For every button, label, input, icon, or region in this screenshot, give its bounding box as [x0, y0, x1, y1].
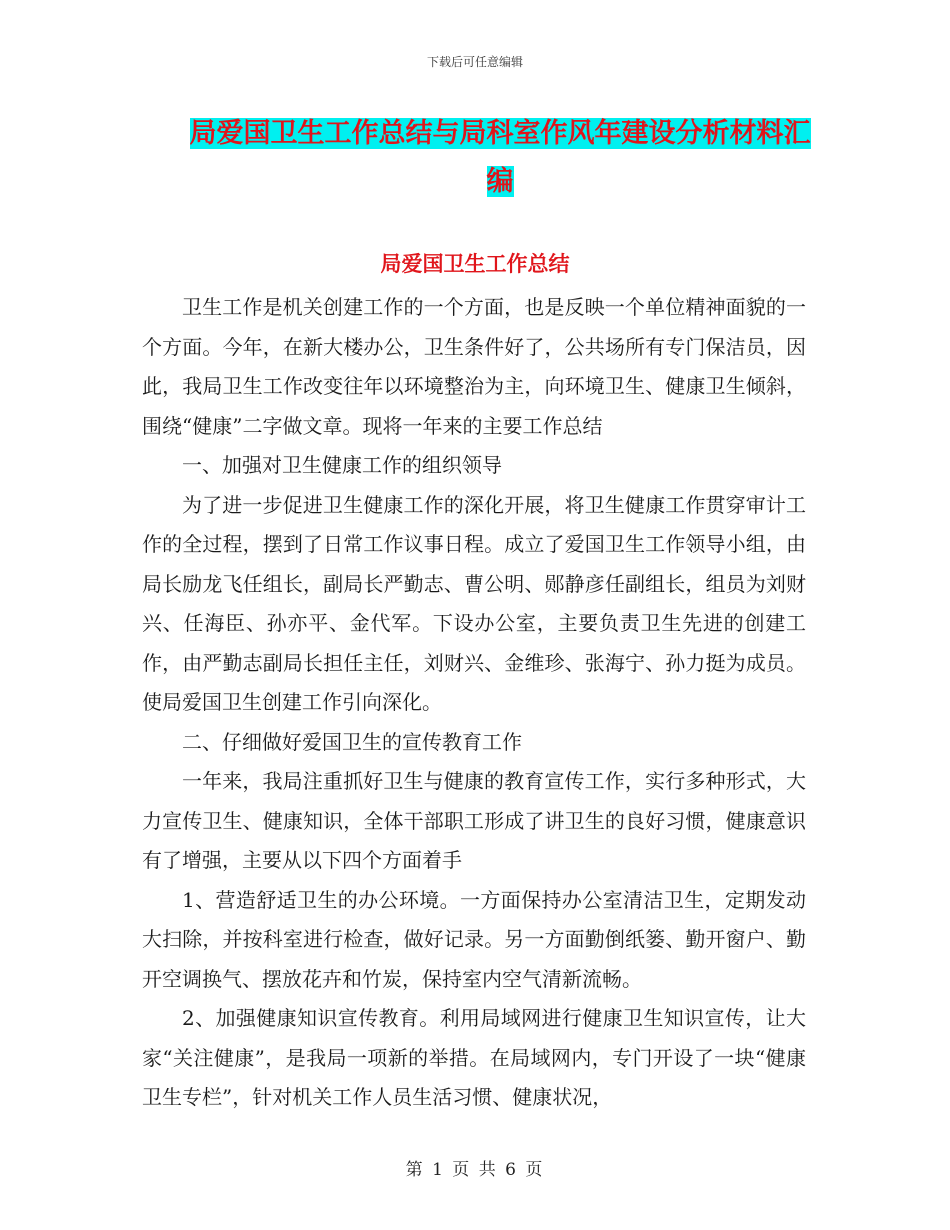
body-text [142, 288, 806, 1118]
page-footer: 第 1 页 共 6 页 [405, 1160, 545, 1180]
paragraph: 1、营造舒适卫生的办公环境。一方面保持办公室清洁卫生，定期发动大扫除，并按科室进行检查，做好记录。另一方面勤倒纸篓、勤开窗户、勤开空调换气、摆放花卉和竹炭，保持室内空气清新流畅。 [142, 887, 806, 991]
section-title: 局爱国卫生工作总结 [380, 252, 570, 276]
document-title-line-2: 编 [486, 166, 514, 197]
paragraph: 为了进一步促进卫生健康工作的深化开展，将卫生健康工作贯穿审计工作的全过程，摆到了日常工作议事日程。成立了爱国卫生工作领导小组，由局长励龙飞任组长，副局长严勤志、曹公明、郧静彦任副组长，组员为刘财兴、任海臣、孙亦平、金代军。下设办公室，主要负责卫生先进的创建工作，由严勤志副局长担任主任，刘财兴、金维珍、张海宁、孙力挺为成员。使局爱国卫生创建工作引向深化。 [142, 492, 806, 714]
paragraph: 一年来，我局注重抓好卫生与健康的教育宣传工作，实行多种形式，大力宣传卫生、健康知识，全体干部职工形成了讲卫生的良好习惯，健康意识有了增强，主要从以下四个方面着手 [142, 769, 806, 872]
paragraph: 2、加强健康知识宣传教育。利用局域网进行健康卫生知识宣传，让大家“关注健康”，是我局一项新的举措。在局域网内，专门开设了一块“健康卫生专栏”，针对机关工作人员生活习惯、健康状况， [142, 1006, 806, 1109]
header-note: 下载后可任意编辑 [426, 55, 523, 69]
document-title [150, 110, 850, 206]
paragraph-heading: 二、仔细做好爱国卫生的宣传教育工作 [182, 729, 522, 754]
paragraph-heading: 一、加强对卫生健康工作的组织领导 [182, 453, 502, 477]
paragraph: 卫生工作是机关创建工作的一个方面，也是反映一个单位精神面貌的一个方面。今年，在新大楼办公，卫生条件好了，公共场所有专门保洁员，因此，我局卫生工作改变往年以环境整治为主，向环境卫生、健康卫生倾斜，围绕“健康”二字做文章。现将一年来的主要工作总结 [142, 295, 806, 438]
document-title-line-1: 局爱国卫生工作总结与局科室作风年建设分析材料汇 [189, 118, 811, 149]
